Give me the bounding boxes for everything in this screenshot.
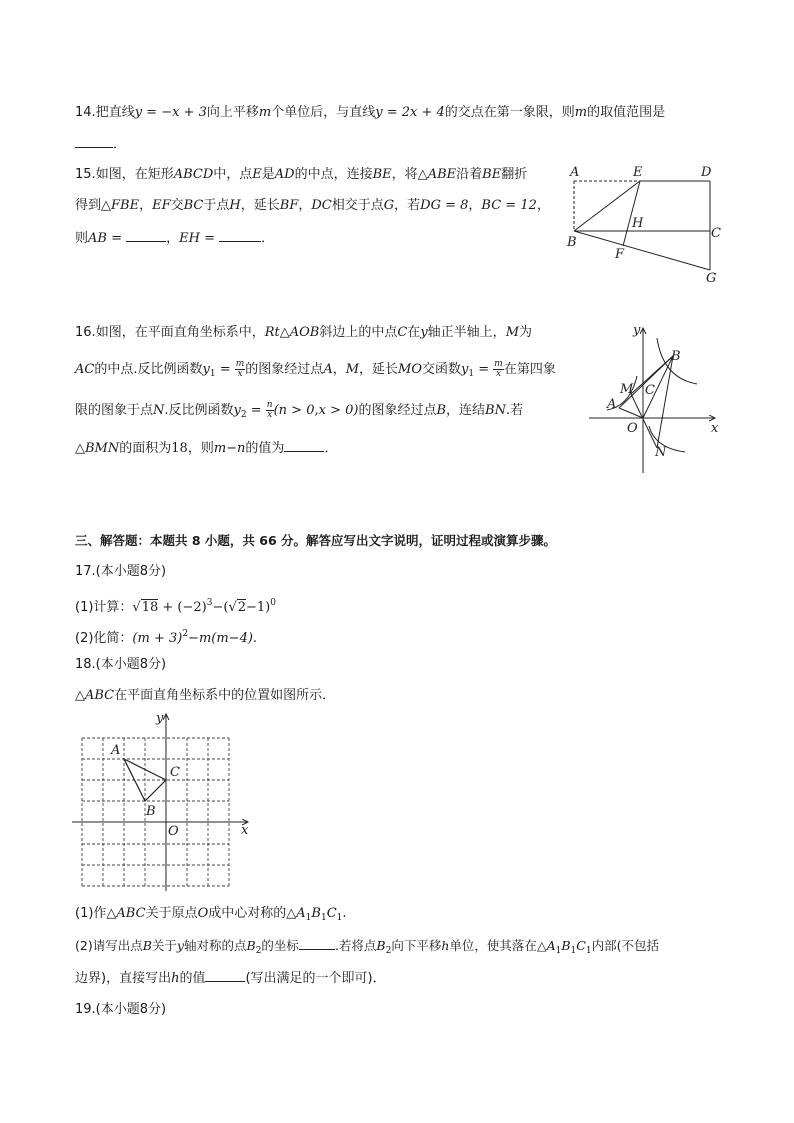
label-B: B xyxy=(567,235,577,250)
label-F: F xyxy=(615,247,625,262)
q14-number: 14. xyxy=(75,105,96,120)
q18-part2-cont: 边界)，直接写出h的值 (写出满足的一个即可)． xyxy=(75,971,386,986)
q15-number: 15. xyxy=(75,167,96,182)
q18-heading: 18.(本小题8分) xyxy=(75,657,167,672)
q14-line1: 14.把直线y = −x + 3向上平移m个单位后，与直线y = 2x + 4的交点在第一象限，则m的取值范围是 xyxy=(75,105,666,120)
q18-part1: (1)作△ABC关于原点O成中心对称的$\triangle A_1B_1C_1$. xyxy=(75,906,347,923)
label-O: O xyxy=(168,824,179,839)
label-D: D xyxy=(701,165,712,180)
label-C: C xyxy=(645,383,655,398)
label-C: C xyxy=(170,765,180,780)
q14-line2: ． xyxy=(75,135,126,154)
line-AO xyxy=(619,408,643,418)
q17-part1: (1)计算：$√18 + (-2)^3-(√2-1)^0$ xyxy=(75,598,276,615)
fraction-n-over-x: $\frac{n}{x}$ xyxy=(266,400,273,420)
label-C: C xyxy=(711,226,721,241)
label-y: y xyxy=(156,711,164,726)
q15-line2: 得到△FBE，EF交BC于点H，延长BF，DC相交于点G，若DG = 8，BC = 12， xyxy=(75,198,550,213)
q16-line3: 限的图象于点N.反比例函数$y_2$ = $\frac{n}{x}$ (n > 0,x > 0)的图象经过点B，连结BN.若 xyxy=(75,400,524,420)
fraction-m-over-x: $\frac{m}{x}$ xyxy=(235,359,245,379)
q18-grid-figure xyxy=(68,708,258,893)
label-A: A xyxy=(607,397,617,412)
q16-line2: AC的中点.反比例函数$y_1$ = $\frac{m}{x}$ 的图象经过点A，M，延长MO交函数$y_1$ = $\frac{m}{x}$ 在第四象 xyxy=(75,359,556,379)
line-BN xyxy=(657,356,673,448)
line-BG xyxy=(574,231,710,270)
answer-blank[interactable] xyxy=(126,229,166,242)
q15-rectangle-figure xyxy=(560,160,730,285)
q16-coordinate-figure xyxy=(585,318,725,478)
q18-intro: △ABC在平面直角坐标系中的位置如图所示． xyxy=(75,688,336,703)
line-EF xyxy=(623,181,640,246)
label-B: B xyxy=(146,804,156,819)
answer-blank[interactable] xyxy=(205,969,245,982)
answer-blank[interactable] xyxy=(284,439,324,452)
label-E: E xyxy=(633,165,643,180)
q16-line1: 16.如图，在平面直角坐标系中，Rt△AOB斜边上的中点C在y轴正半轴上，M为 xyxy=(75,325,533,340)
fraction-m-over-x: $\frac{m}{x}$ xyxy=(494,359,503,379)
answer-blank[interactable] xyxy=(219,229,261,242)
q15-line1: 15.如图，在矩形ABCD中，点E是AD的中点，连接BE，将△ABE沿着BE翻折 xyxy=(75,167,528,182)
q16-line4: △BMN的面积为18，则m−n的值为 ． xyxy=(75,441,338,456)
q17-heading: 17.(本小题8分) xyxy=(75,564,167,579)
label-B: B xyxy=(671,349,681,364)
q18-part2: (2)请写出点B关于y轴对称的点$B_2$的坐标 .若将点$B_2$向下平移h单位，使其落在$\triangle A_1B_1C_1$内部(不包括 xyxy=(75,938,659,956)
q17-part2: (2)化简：$(m + 3)^2-m(m-4)$. xyxy=(75,629,258,646)
q16-number: 16. xyxy=(75,325,96,340)
label-H: H xyxy=(632,216,644,231)
line-BE xyxy=(574,181,640,231)
answer-blank[interactable] xyxy=(75,135,113,148)
label-y: y xyxy=(633,323,641,338)
label-N: N xyxy=(655,445,667,460)
label-x: x xyxy=(241,823,249,838)
q19-heading: 19.(本小题8分) xyxy=(75,1002,167,1017)
label-O: O xyxy=(627,421,638,436)
section-3-heading: 三、解答题：本题共 8 小题，共 66 分。解答应写出文字说明，证明过程或演算步骤。 xyxy=(75,533,557,548)
label-M: M xyxy=(620,382,634,397)
label-x: x xyxy=(711,421,719,436)
label-A: A xyxy=(111,743,121,758)
label-G: G xyxy=(706,271,717,285)
label-A: A xyxy=(570,165,580,180)
q15-line3: 则AB = ，EH = ． xyxy=(75,231,275,246)
answer-blank[interactable] xyxy=(299,937,335,950)
